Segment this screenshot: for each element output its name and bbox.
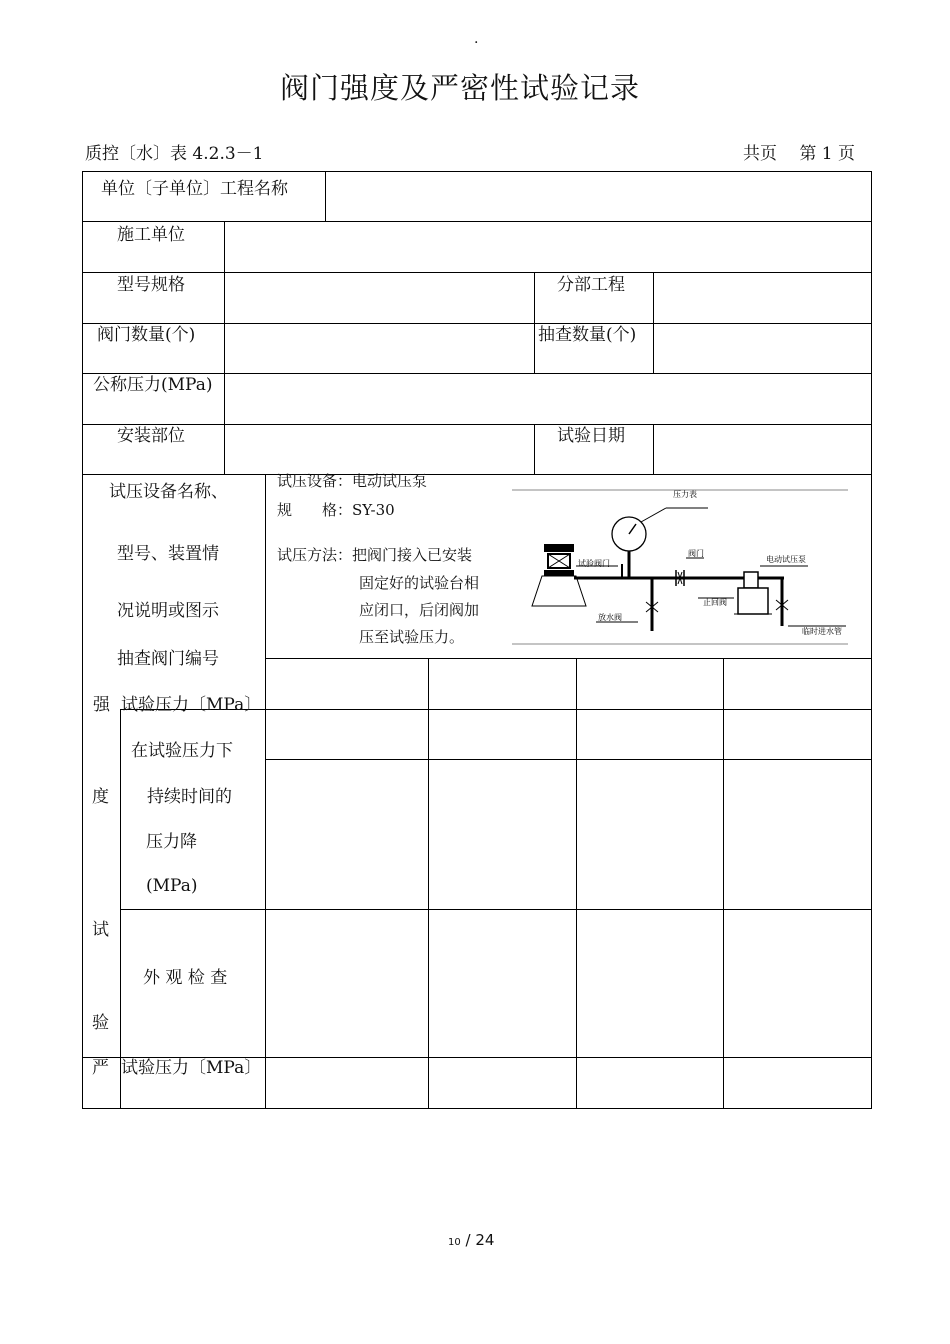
equipment-label-1: 试压设备名称、 (109, 482, 228, 502)
diagram-valve-label: 阀门 (688, 549, 704, 558)
valve-count-label: 阀门数量(个) (97, 325, 196, 345)
nominal-pressure-label: 公称压力(MPa) (93, 375, 213, 395)
model-spec-label: 型号规格 (117, 275, 185, 295)
page-number (448, 1232, 494, 1249)
method-line-3: 应闭口，后闭阀加 (359, 601, 480, 619)
page-total: 24 (475, 1231, 495, 1249)
strength-test-pressure-label: 试验压力〔MPa〕 (121, 695, 262, 715)
valve-no-label: 抽查阀门编号 (117, 649, 219, 669)
diagram-pressure-gauge-label: 压力表 (673, 490, 697, 499)
method-line-1: 试压方法：把阀门接入已安装 (277, 546, 473, 564)
sub-project-label: 分部工程 (557, 275, 625, 295)
page-separator: / (460, 1231, 476, 1249)
pressure-drop-line-4: (MPa) (146, 876, 198, 896)
equipment-spec: 规 格：SY-30 (277, 501, 395, 519)
tightness-test-pressure-label: 试验压力〔MPa〕 (121, 1058, 262, 1078)
sample-count-label: 抽查数量(个) (538, 325, 637, 345)
pressure-gauge-icon (612, 489, 708, 578)
equipment-label-2: 型号、装置情 (117, 544, 219, 564)
electric-pump-icon (734, 554, 808, 626)
strength-side-4: 验 (92, 1013, 109, 1033)
drain-valve-icon (596, 578, 658, 631)
install-location-label: 安装部位 (117, 426, 185, 446)
project-name-label: 单位〔子单位〕工程名称 (101, 179, 288, 199)
diagram-electric-pump-label: 电动试压泵 (766, 555, 806, 564)
method-line-2: 固定好的试验台相 (359, 574, 480, 592)
equipment-label-3: 况说明或图示 (117, 601, 219, 621)
page-current: 10 (448, 1237, 461, 1248)
test-date-label: 试验日期 (557, 426, 625, 446)
strength-side-2: 度 (92, 787, 109, 807)
form-code: 质控〔水〕表 4.2.3－1 (85, 144, 264, 164)
visual-check-label: 外 观 检 查 (143, 968, 228, 988)
pressure-drop-line-3: 压力降 (146, 832, 197, 852)
test-valve-icon (532, 544, 618, 606)
method-line-4: 压至试验压力。 (359, 628, 465, 646)
diagram-test-valve-label: 试验阀门 (578, 559, 610, 568)
equipment-device: 试压设备：电动试压泵 (277, 472, 428, 490)
inlet-pipe-icon (788, 626, 846, 636)
strength-side-3: 试 (92, 920, 109, 940)
diagram-check-valve-label: 止回阀 (703, 598, 727, 607)
valve-icon (676, 548, 704, 586)
top-mark: . (474, 31, 479, 47)
page-title: 阀门强度及严密性试验记录 (279, 71, 640, 105)
check-valve-icon (698, 597, 734, 607)
page-info: 共页 第 1 页 (743, 144, 856, 164)
strength-side-1: 强 (93, 695, 110, 715)
contractor-label: 施工单位 (117, 225, 185, 245)
test-rig-diagram (508, 486, 850, 648)
tightness-side-1: 严 (92, 1058, 109, 1078)
pressure-drop-line-1: 在试验压力下 (131, 741, 233, 761)
diagram-drain-valve-label: 放水阀 (598, 613, 622, 622)
diagram-temp-inlet-label: 临时进水管 (802, 627, 842, 636)
pressure-drop-line-2: 持续时间的 (147, 787, 232, 807)
